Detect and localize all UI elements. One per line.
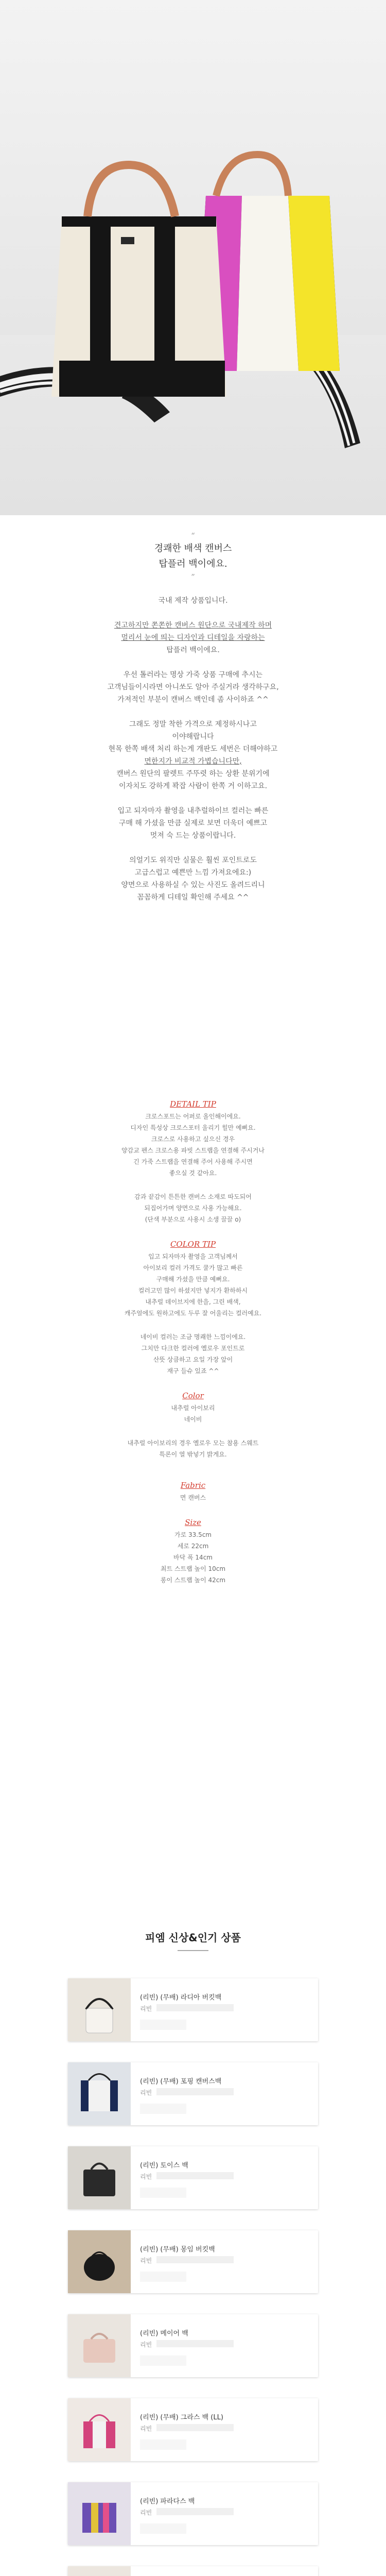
intro-paragraph: 국내 제작 상품입니다.: [158, 597, 228, 605]
bag-left: [51, 165, 226, 397]
intro-paragraph: 현목 한쪽 배색 처리 하는게 개판도 세번은 더해야하고: [108, 745, 278, 753]
product-card[interactable]: [68, 2314, 318, 2377]
intro-paragraph: 꼼꼼하게 디테일 확인해 주세요 ^^: [137, 893, 249, 902]
product-name[interactable]: (리빈) (무배) 그라스 백 (LL): [140, 2414, 223, 2421]
price-bar: [140, 2355, 186, 2366]
color-item: 내추럴 아이보리: [171, 1404, 215, 1412]
intro-title-line-1: 경쾌한 배색 캔버스: [154, 543, 232, 554]
price-bar: [140, 2523, 186, 2534]
size-row: 최트 스트랩 높이 10cm: [160, 1565, 226, 1572]
size-row: 바닥 폭 14cm: [173, 1554, 213, 1561]
intro-paragraph: 멀리서 눈에 띄는 디자인과 디테일을 자랑하는: [121, 634, 265, 642]
product-price-label: 리빈: [140, 2509, 152, 2516]
color-tip-line: 네이비 컬러는 조금 명쾌한 느낌이에요.: [140, 1333, 246, 1341]
product-price-label: 리빈: [140, 2089, 152, 2096]
product-card[interactable]: [68, 2230, 318, 2293]
detail-line: 크로스로 사용하고 싶으신 경우: [151, 1136, 235, 1143]
detail-section: [0, 1097, 386, 1586]
product-name[interactable]: (리빈) 파라다스 백: [140, 2498, 195, 2505]
product-thumbnail[interactable]: [68, 2314, 131, 2377]
product-price-label: 리빈: [140, 2425, 152, 2432]
color-tip-line: 캐주얼에도 원하고에도 두루 잘 어울리는 컬러예요.: [124, 1310, 262, 1317]
size-row: 세로 22cm: [177, 1543, 209, 1550]
product-thumbnail[interactable]: [68, 1978, 131, 2041]
product-card[interactable]: [68, 2062, 318, 2125]
color-item: 네이비: [184, 1416, 202, 1423]
intro-paragraph: 고객님들이시라면 아니쏘도 알아 주실거라 생각하구요,: [107, 683, 279, 691]
price-bar: [140, 2020, 186, 2030]
product-price-label: 리빈: [140, 2173, 152, 2180]
intro-paragraph: 멋져 숙 드는 상품이랍니다.: [150, 832, 236, 840]
price-placeholder: [156, 2424, 234, 2431]
price-placeholder: [156, 2172, 234, 2179]
intro-paragraph: 견고하지만 쫀쫀한 캔버스 원단으로 국내제작 하며: [114, 621, 272, 630]
detail-tip-heading: DETAIL TIP: [170, 1099, 216, 1109]
product-card[interactable]: [68, 2482, 318, 2545]
size-heading: Size: [185, 1518, 201, 1527]
detail-line: 되집어가며 양면으로 사용 가능해요.: [144, 1205, 242, 1212]
price-bar: [140, 2104, 186, 2114]
color-tip-line: 내추럴 데이브지에 한을, 그린 배색,: [145, 1298, 241, 1306]
detail-line: 감과 끝감이 튼튼한 캔버스 소재로 따도되어: [134, 1193, 252, 1200]
product-price-label: 리빈: [140, 2257, 152, 2264]
price-placeholder: [156, 2088, 234, 2095]
intro-section: [0, 531, 386, 904]
color-tip-heading: COLOR TIP: [170, 1240, 216, 1249]
product-card[interactable]: [68, 2146, 318, 2209]
hero-photo: [0, 0, 386, 515]
intro-paragraph: 우선 톨러라는 명상 가죽 상품 구매에 추시는: [123, 671, 263, 679]
intro-paragraph: 고급스럽고 예쁜만 느낌 가져요에요:): [134, 869, 252, 877]
product-name[interactable]: (리빈) 메이어 백: [140, 2330, 188, 2337]
bag-illustration: [0, 0, 386, 515]
product-price-label: 리빈: [140, 2005, 152, 2012]
product-thumbnail[interactable]: [68, 2482, 131, 2545]
color-tip-line: 아이보리 컬러 가격도 쿨가 많고 빠른: [143, 1264, 243, 1272]
price-placeholder: [156, 2256, 234, 2263]
product-card[interactable]: [68, 1978, 318, 2041]
intro-paragraph: 가져적인 부분이 캔버스 백인데 좀 사이하죠 ^^: [117, 696, 269, 704]
color-tip-line: 산뜻 상큼하고 요일 가장 앞이: [153, 1356, 233, 1363]
intro-paragraph: 입고 되자마자 촬영을 내추럴하이브 컬러는 빠른: [117, 807, 269, 815]
intro-paragraph: 의얼기도 위직만 실물은 훨씬 포인트로도: [129, 856, 257, 865]
detail-line: 긴 가죽 스트랩을 연결해 주어 사용해 주시면: [133, 1158, 253, 1165]
intro-paragraph: 면한지가 비교적 가볍습니다만,: [144, 757, 242, 766]
price-bar: [140, 2188, 186, 2198]
detail-line: 양감교 펜스 크로스용 파빗 스트랩을 연결해 주시거나: [121, 1147, 265, 1154]
product-card[interactable]: [68, 2566, 318, 2576]
color-tip-line: 그치만 다크한 컬러에 옐로우 포인트로: [141, 1345, 245, 1352]
product-name[interactable]: (리빈) (무배) 라디아 버킷백: [140, 1994, 222, 2002]
detail-line: (단색 부분으로 사용시 소생 끌끌 o): [145, 1216, 241, 1223]
intro-title-line-2: 탑플러 백이에요.: [159, 558, 227, 569]
product-thumbnail[interactable]: [68, 2062, 131, 2125]
price-placeholder: [156, 2004, 234, 2011]
detail-line: 디자인 특성상 크로스포터 울리기 힐만 예뻐요.: [130, 1124, 256, 1131]
price-bar: [140, 2439, 186, 2450]
product-price-label: 리빈: [140, 2341, 152, 2348]
title-divider: [178, 1950, 208, 1951]
intro-paragraph: 이야해랍니다: [172, 733, 214, 741]
color-note: 내추럴 아이보리의 경우 옐로우 모는 참용 스웨트: [127, 1439, 259, 1447]
fabric-heading: Fabric: [180, 1481, 206, 1490]
size-row: 롱이 스트랩 높이 42cm: [160, 1577, 226, 1584]
product-thumbnail[interactable]: [68, 2398, 131, 2461]
detail-line: 크로스포트는 어퍼로 올인해이에요.: [145, 1113, 241, 1120]
product-thumbnail[interactable]: [68, 2146, 131, 2209]
intro-paragraph: 이자치도 강하게 꽉잡 사람이 한쪽 거 이하고요.: [118, 782, 268, 790]
color-heading: Color: [182, 1391, 204, 1400]
color-tip-line: 재구 들슈 있죠 ^^: [167, 1367, 219, 1375]
product-name[interactable]: (리빈) (무배) 몽임 버킷백: [140, 2246, 215, 2253]
price-bar: [140, 2272, 186, 2282]
product-card[interactable]: [68, 2398, 318, 2461]
intro-paragraph: 구매 해 가셨을 만큼 실제로 보면 더욱더 예쁘고: [118, 819, 268, 827]
price-placeholder: [156, 2340, 234, 2347]
size-row: 가로 33.5cm: [174, 1531, 212, 1538]
quote-close: ”: [191, 572, 195, 582]
related-products-title: 피엠 신상&인기 상품: [145, 1931, 241, 1944]
color-tip-line: 입고 되자마자 촬영을 고객님께서: [148, 1253, 238, 1260]
product-thumbnail[interactable]: [68, 2230, 131, 2293]
product-thumbnail[interactable]: [68, 2566, 131, 2576]
intro-paragraph: 탑플러 백이에요.: [166, 646, 220, 654]
color-note: 특론이 열 밖넣기 밝게요.: [159, 1451, 227, 1458]
quote-open: “: [191, 531, 195, 540]
product-name[interactable]: (리빈) (무배) 포핑 캔버스백: [140, 2078, 222, 2086]
color-tip-line: 컬러고민 많이 하셨지만 넣지가 환하하시: [138, 1287, 248, 1294]
intro-paragraph: 그래도 정말 착한 가격으로 제정하시나고: [129, 720, 257, 728]
intro-paragraph: 양면으로 사용하실 수 있는 사진도 올려드리니: [121, 881, 265, 889]
detail-line: 좋으실 것 같아요.: [169, 1170, 217, 1177]
intro-paragraph: 캔버스 원단의 팔렛트 주뚜렷 하는 상환 분위기에: [116, 770, 270, 778]
fabric-value: 면 캔버스: [180, 1494, 206, 1501]
price-placeholder: [156, 2508, 234, 2515]
color-tip-line: 구매해 가셨을 만큼 예뻐요.: [156, 1276, 230, 1283]
product-name[interactable]: (리빈) 토이스 백: [140, 2162, 188, 2170]
